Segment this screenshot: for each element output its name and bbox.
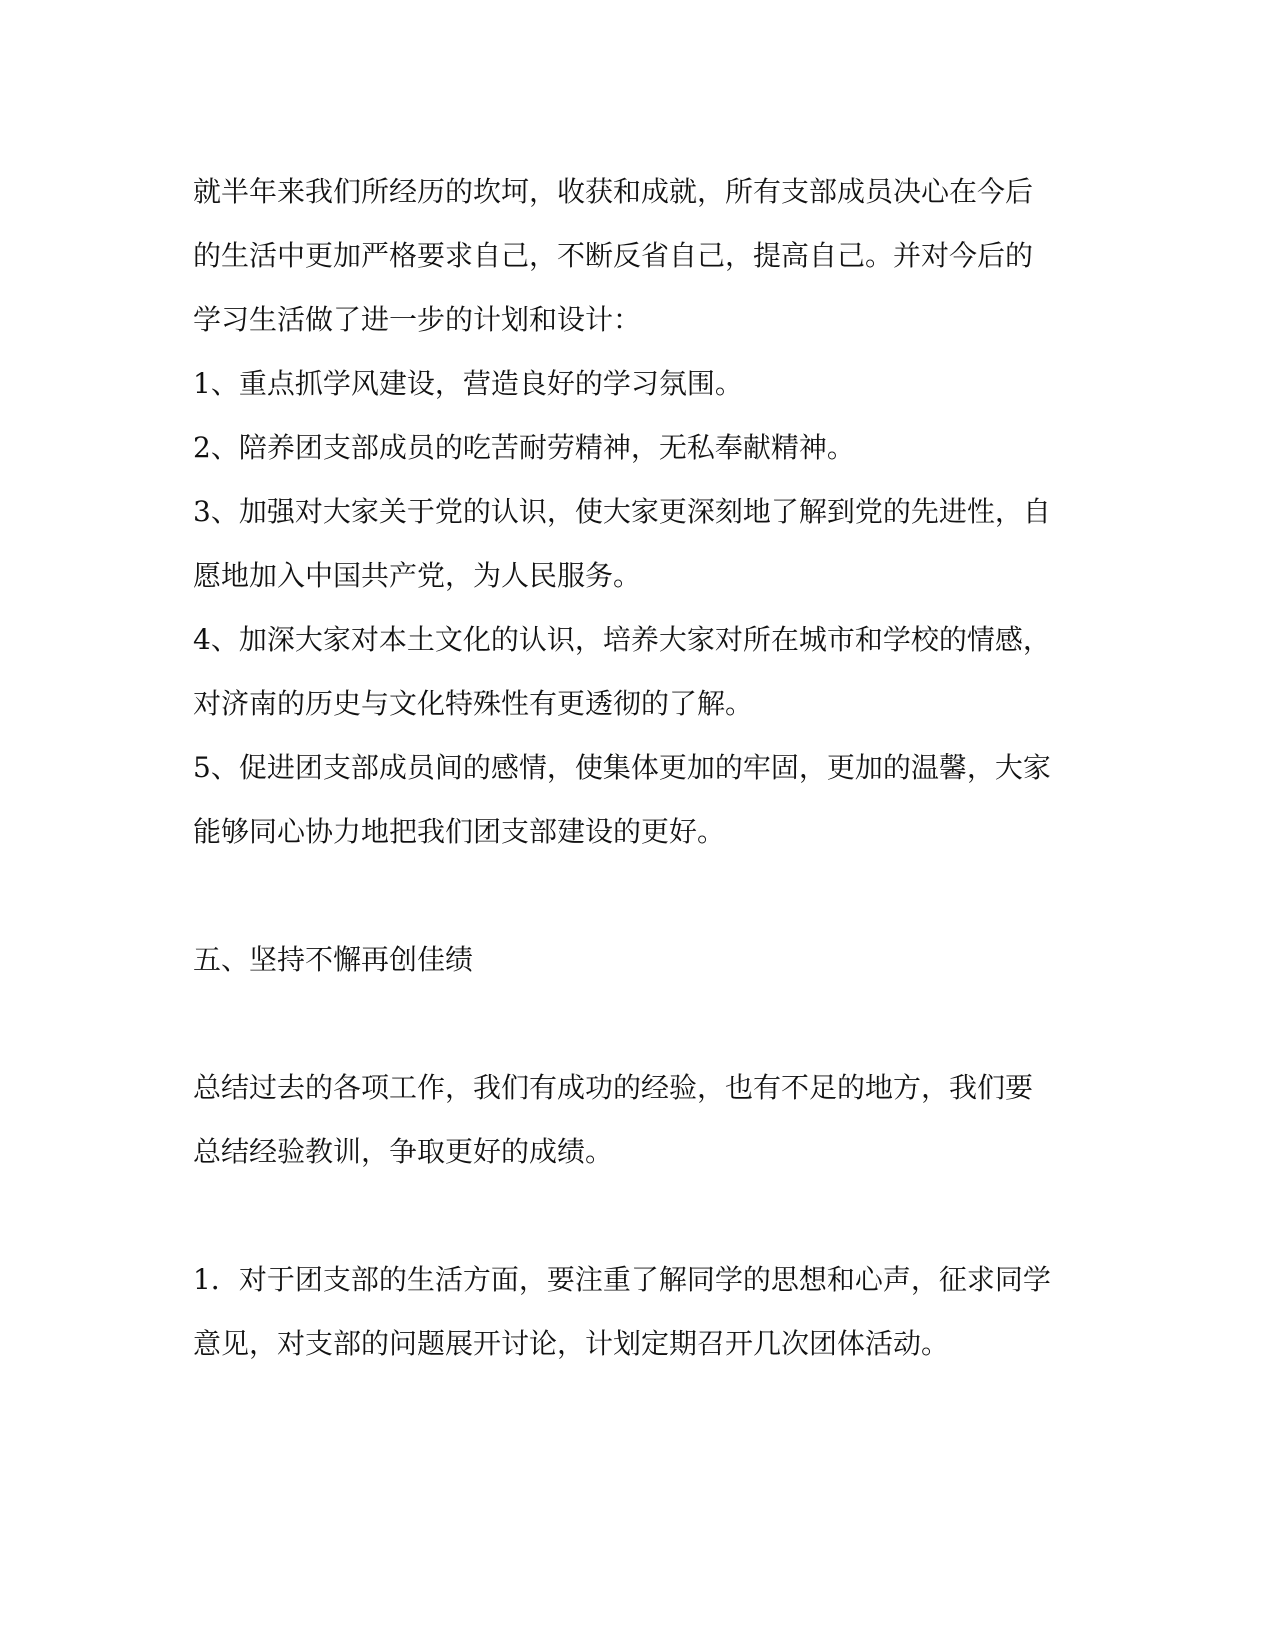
plan-item-5-line-2: 能够同心协力地把我们团支部建设的更好。 [193,815,726,848]
spacer [193,864,1093,928]
plan-item-4-line-2: 对济南的历史与文化特殊性有更透彻的了解。 [193,687,754,720]
spacer [193,992,1093,1056]
summary-line-2: 总结经验教训，争取更好的成绩。 [193,1135,614,1168]
plan-item-5-line-1: 5、促进团支部成员间的感情，使集体更加的牢固，更加的温馨，大家 [193,751,1051,784]
plan-item-3-line-1: 3、加强对大家关于党的认识，使大家更深刻地了解到党的先进性，自 [193,495,1051,528]
item1-line-2: 意见，对支部的问题展开讨论，计划定期召开几次团体活动。 [193,1327,950,1360]
plan-item-1: 1、重点抓学风建设，营造良好的学习氛围。 [193,367,743,400]
intro-line-1: 就半年来我们所经历的坎坷，收获和成就，所有支部成员决心在今后 [193,175,1034,208]
plan-item-3-line-2: 愿地加入中国共产党，为人民服务。 [193,559,642,592]
plan-item-2: 2、陪养团支部成员的吃苦耐劳精神，无私奉献精神。 [193,431,855,464]
intro-line-2: 的生活中更加严格要求自己，不断反省自己，提高自己。并对今后的 [193,239,1034,272]
intro-line-3: 学习生活做了进一步的计划和设计： [193,303,642,336]
document-body [193,160,1093,1376]
item1-line-1: 1．对于团支部的生活方面，要注重了解同学的思想和心声，征求同学 [193,1263,1051,1296]
summary-line-1: 总结过去的各项工作，我们有成功的经验，也有不足的地方，我们要 [193,1071,1034,1104]
section-heading: 五、坚持不懈再创佳绩 [193,943,474,976]
spacer [193,1184,1093,1248]
plan-item-4-line-1: 4、加深大家对本土文化的认识，培养大家对所在城市和学校的情感， [193,623,1051,656]
